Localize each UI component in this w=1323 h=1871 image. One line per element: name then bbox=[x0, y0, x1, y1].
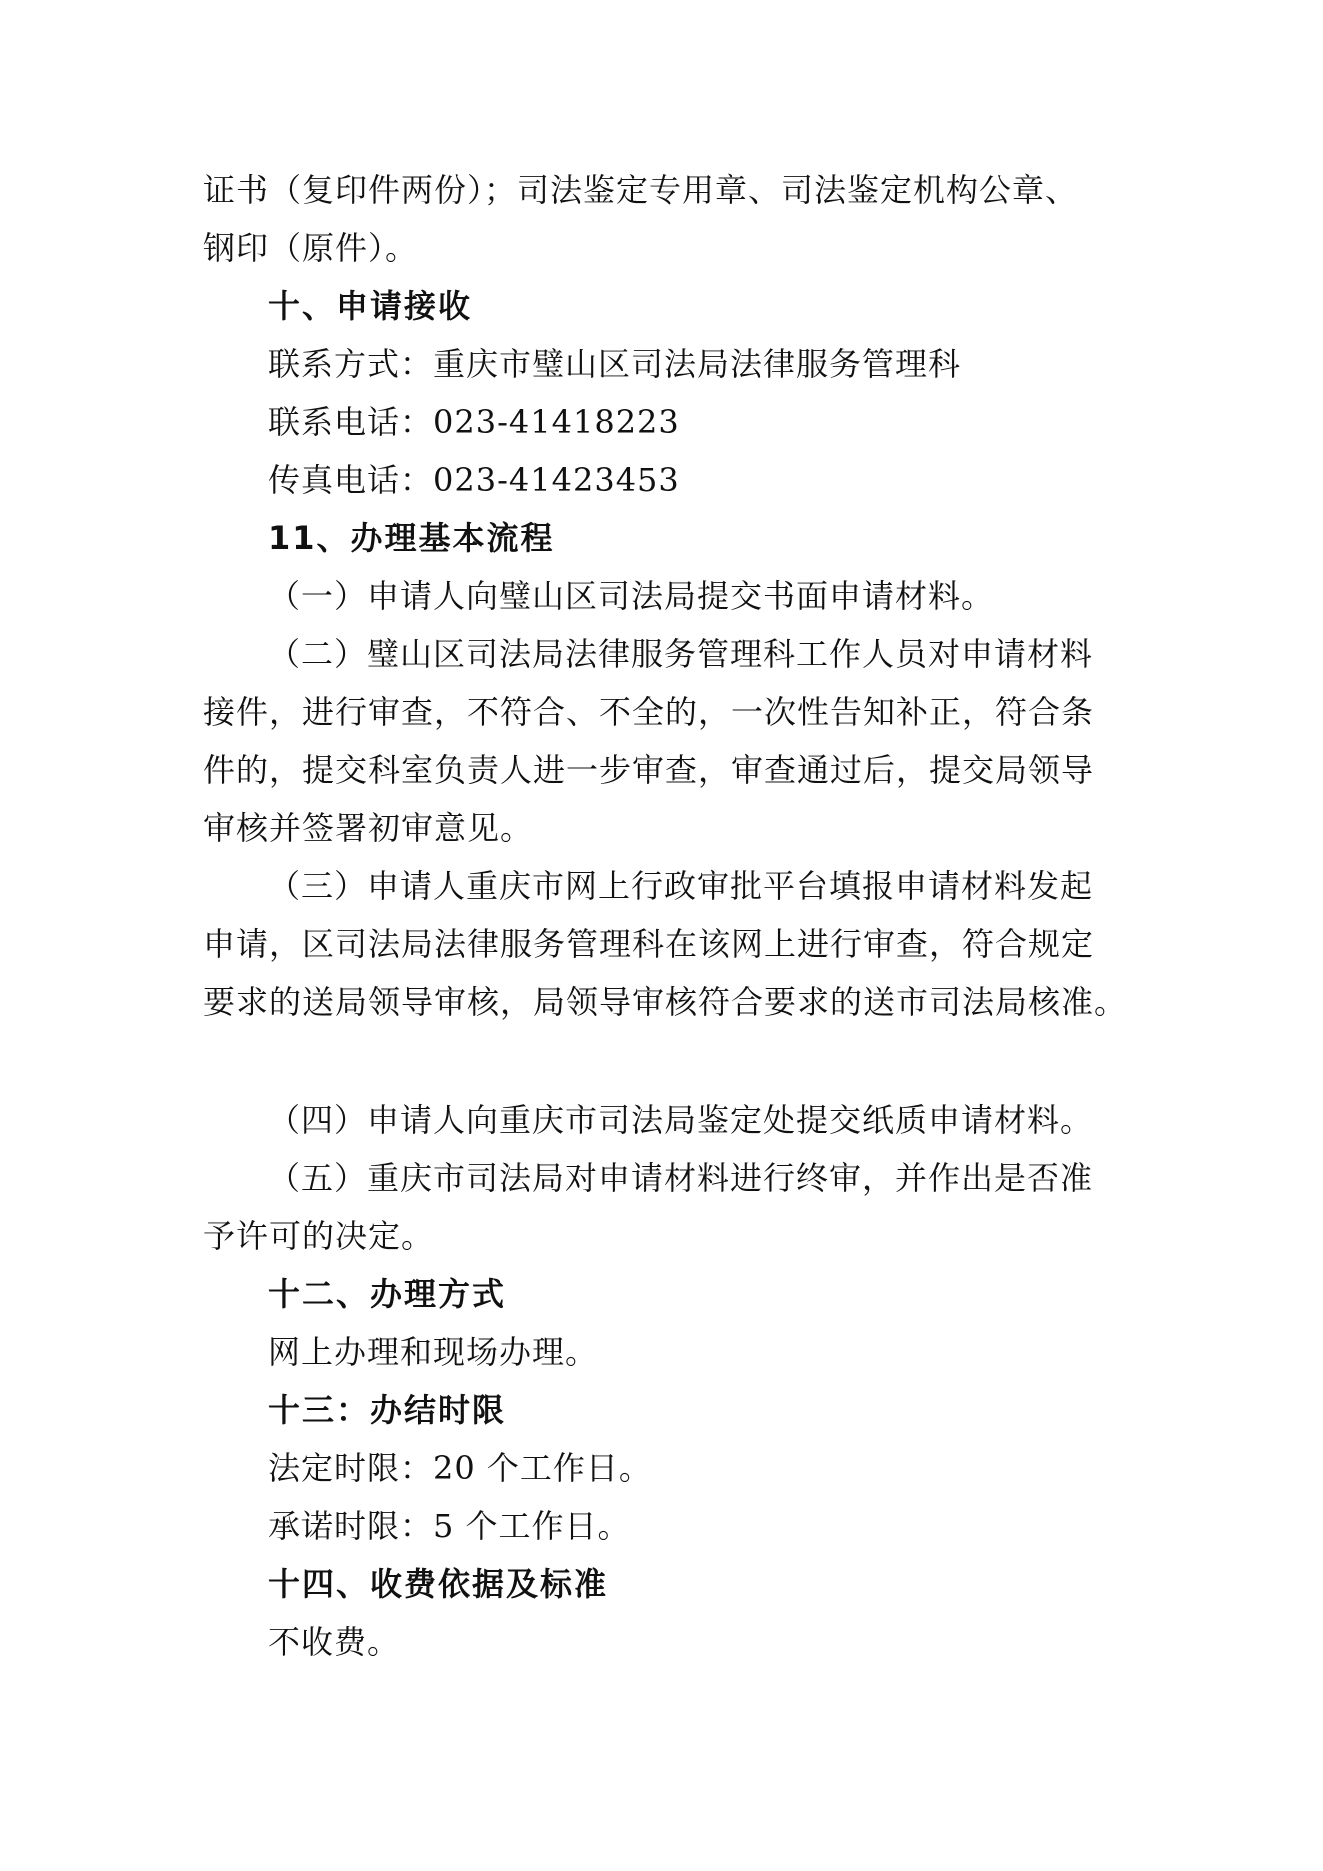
fax-phone: 传真电话：023-41423453 bbox=[268, 461, 680, 499]
paragraph-line: 予许可的决定。 bbox=[203, 1217, 435, 1255]
paragraph-line: 件的，提交科室负责人进一步审查，审查通过后，提交局领导 bbox=[203, 751, 1095, 789]
paragraph-line: 不收费。 bbox=[268, 1623, 401, 1661]
paragraph-line: 法定时限：20 个工作日。 bbox=[268, 1449, 652, 1487]
contact-phone: 联系电话：023-41418223 bbox=[268, 403, 680, 441]
contact-method: 联系方式：重庆市璧山区司法局法律服务管理科 bbox=[268, 345, 962, 383]
paragraph-line: 申请，区司法局法律服务管理科在该网上进行审查，符合规定 bbox=[203, 925, 1095, 963]
paragraph-line: 要求的送局领导审核，局领导审核符合要求的送市司法局核准。 bbox=[203, 983, 1128, 1021]
paragraph-line: 审核并签署初审意见。 bbox=[203, 809, 534, 847]
paragraph-line: 承诺时限：5 个工作日。 bbox=[268, 1507, 631, 1545]
section-heading: 十三：办结时限 bbox=[268, 1391, 507, 1429]
paragraph-line: 证书（复印件两份）；司法鉴定专用章、司法鉴定机构公章、 bbox=[203, 171, 1079, 209]
paragraph-line: 接件，进行审查，不符合、不全的，一次性告知补正，符合条 bbox=[203, 693, 1095, 731]
section-heading: 十四、收费依据及标准 bbox=[268, 1565, 609, 1603]
section-heading: 十、申请接收 bbox=[268, 287, 473, 325]
paragraph-line: （五）重庆市司法局对申请材料进行终审，并作出是否准 bbox=[268, 1159, 1094, 1197]
paragraph-line: （二）璧山区司法局法律服务管理科工作人员对申请材料 bbox=[268, 635, 1094, 673]
section-heading: 十二、办理方式 bbox=[268, 1275, 507, 1313]
paragraph-line: （三）申请人重庆市网上行政审批平台填报申请材料发起 bbox=[268, 867, 1094, 905]
paragraph-line: 网上办理和现场办理。 bbox=[268, 1333, 599, 1371]
paragraph-line: （一）申请人向璧山区司法局提交书面申请材料。 bbox=[268, 577, 995, 615]
paragraph-line: 钢印（原件）。 bbox=[203, 229, 419, 267]
paragraph-line: （四）申请人向重庆市司法局鉴定处提交纸质申请材料。 bbox=[268, 1101, 1094, 1139]
section-heading: 11、办理基本流程 bbox=[268, 519, 555, 557]
